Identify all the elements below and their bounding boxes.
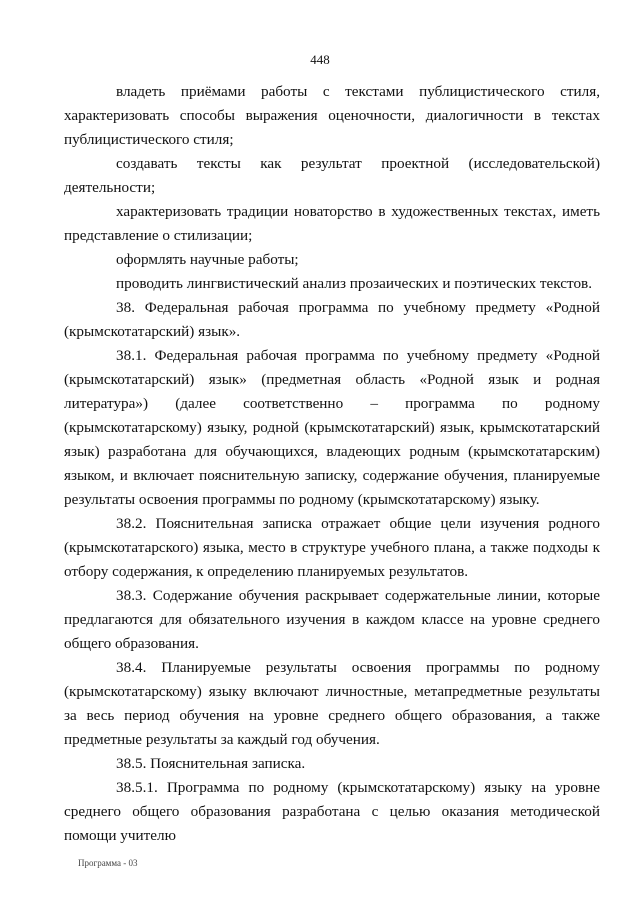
paragraph-1: владеть приёмами работы с текстами публицистического стиля, характеризовать способы выражения оценочности, диалогичности в текстах публицистического стиля; [64, 83, 600, 148]
footer-label: Программа - 03 [78, 858, 138, 868]
paragraph-38-1: 38.1. Федеральная рабочая программа по учебному предмету «Родной (крымскотатарский) язык» (предметная область «Родной язык и родная литература») (далее соответственно – программа по родному (крымскотатарскому) языку, родной (крымскотатарский) язык, крымскотатарский язык) разработана для обучающихся, владеющих родным (крымскотатарским) языком, и включает пояснительную записку, содержание обучения, планируемые результаты освоения программы по родному (крымскотатарскому) языку. [64, 347, 600, 508]
paragraph-2: создавать тексты как результат проектной (исследовательской) деятельности; [64, 155, 600, 196]
paragraph-38-2: 38.2. Пояснительная записка отражает общие цели изучения родного (крымскотатарского) языка, место в структуре учебного плана, а также подходы к отбору содержания, к определению планируемых результатов. [64, 515, 600, 580]
page-number: 448 [310, 52, 330, 67]
paragraph-section-38: 38. Федеральная рабочая программа по учебному предмету «Родной (крымскотатарский) язык». [64, 299, 600, 340]
paragraph-38-4: 38.4. Планируемые результаты освоения программы по родному (крымскотатарскому) языку включают личностные, метапредметные результаты за весь период обучения на уровне среднего общего образования, а также предметные результаты за каждый год обучения. [64, 659, 600, 748]
document-body [64, 80, 600, 848]
paragraph-38-5: 38.5. Пояснительная записка. [116, 755, 306, 772]
paragraph-3: характеризовать традиции новаторство в художественных текстах, иметь представление о стилизации; [64, 203, 600, 244]
paragraph-38-5-1: 38.5.1. Программа по родному (крымскотатарскому) языку на уровне среднего общего образования разработана с целью оказания методической помощи учителю [64, 779, 600, 844]
paragraph-4: оформлять научные работы; [116, 251, 299, 268]
paragraph-38-3: 38.3. Содержание обучения раскрывает содержательные линии, которые предлагаются для обязательного изучения в каждом классе на уровне среднего общего образования. [64, 587, 600, 652]
paragraph-5: проводить лингвистический анализ прозаических и поэтических текстов. [116, 275, 593, 292]
